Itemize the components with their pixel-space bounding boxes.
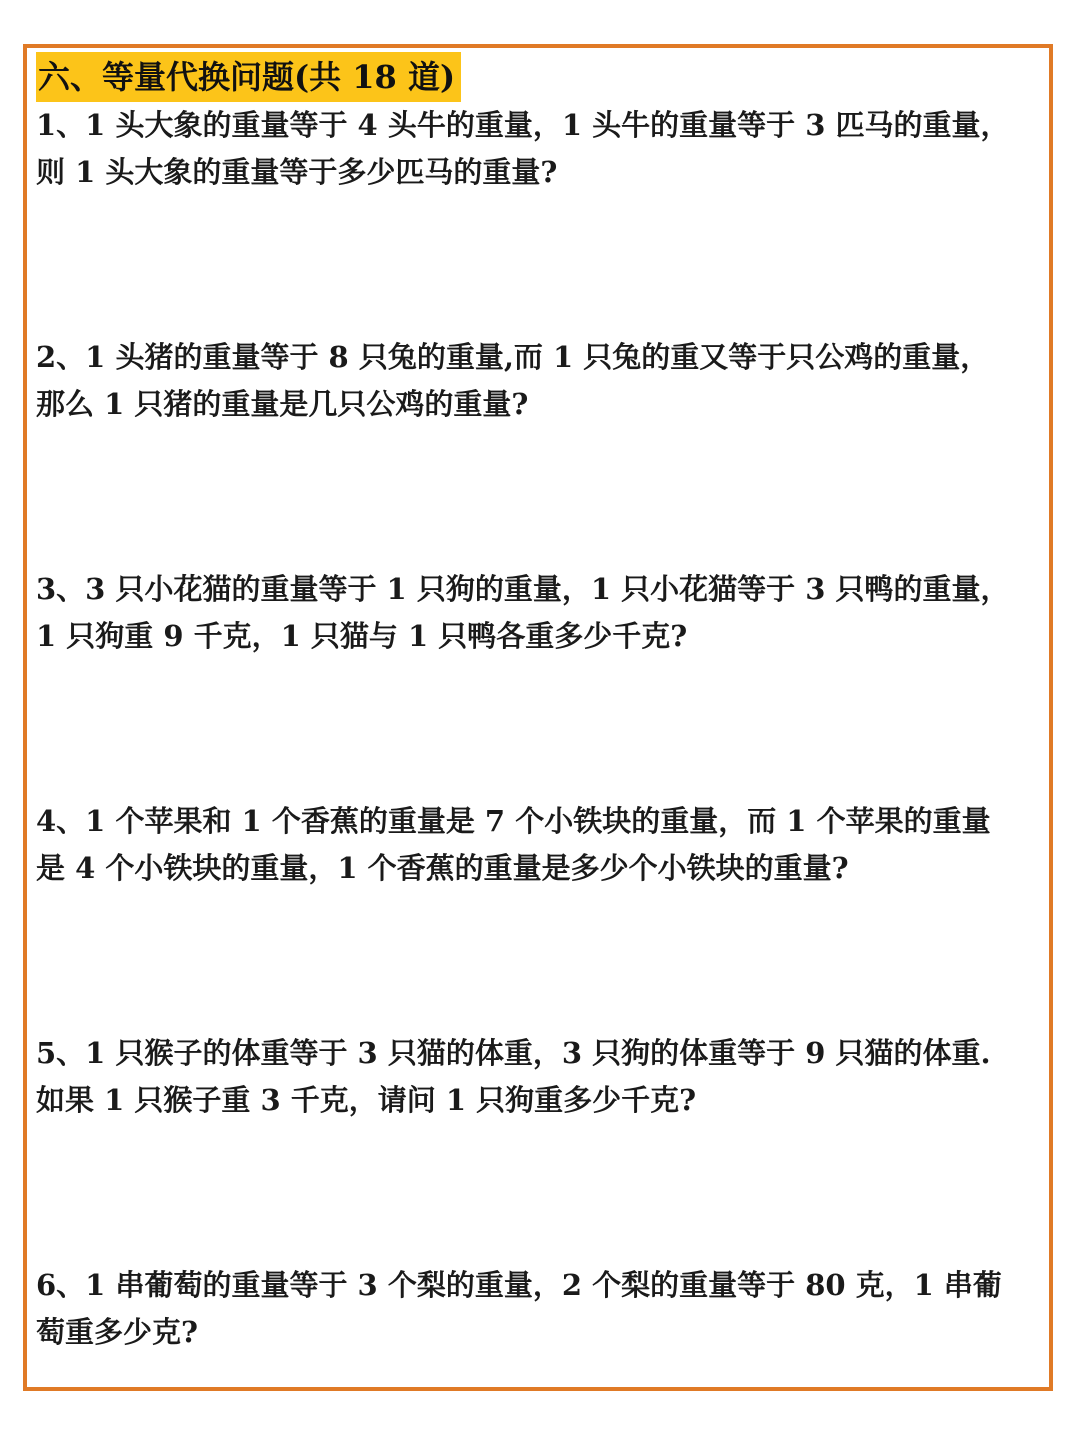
question-3 — [36, 566, 1048, 660]
question-line: 如果 1 只猴子重 3 千克，请问 1 只狗重多少千克? — [36, 1083, 697, 1117]
question-1 — [36, 102, 1048, 196]
question-line: 3、3 只小花猫的重量等于 1 只狗的重量，1 只小花猫等于 3 只鸭的重量， — [36, 572, 1010, 606]
question-5 — [36, 1030, 1048, 1124]
question-line: 则 1 头大象的重量等于多少匹马的重量? — [36, 155, 558, 189]
question-line: 5、1 只猴子的体重等于 3 只猫的体重，3 只狗的体重等于 9 只猫的体重. — [36, 1036, 991, 1070]
question-6 — [36, 1262, 1048, 1356]
question-line: 是 4 个小铁块的重量，1 个香蕉的重量是多少个小铁块的重量? — [36, 851, 849, 885]
question-line: 6、1 串葡萄的重量等于 3 个梨的重量，2 个梨的重量等于 80 克，1 串葡 — [36, 1268, 1002, 1302]
section-title: 六、等量代换问题(共 18 道) — [36, 52, 461, 102]
question-line: 4、1 个苹果和 1 个香蕉的重量是 7 个小铁块的重量，而 1 个苹果的重量 — [36, 804, 991, 838]
question-line: 1、1 头大象的重量等于 4 头牛的重量，1 头牛的重量等于 3 匹马的重量， — [36, 108, 1010, 142]
worksheet-border — [23, 44, 1053, 1391]
question-line: 萄重多少克? — [36, 1315, 198, 1349]
question-line: 2、1 头猪的重量等于 8 只兔的重量,而 1 只兔的重又等于只公鸡的重量， — [36, 340, 990, 374]
question-line: 那么 1 只猪的重量是几只公鸡的重量? — [36, 387, 529, 421]
question-2 — [36, 334, 1048, 428]
question-4 — [36, 798, 1048, 892]
question-line: 1 只狗重 9 千克，1 只猫与 1 只鸭各重多少千克? — [36, 619, 688, 653]
